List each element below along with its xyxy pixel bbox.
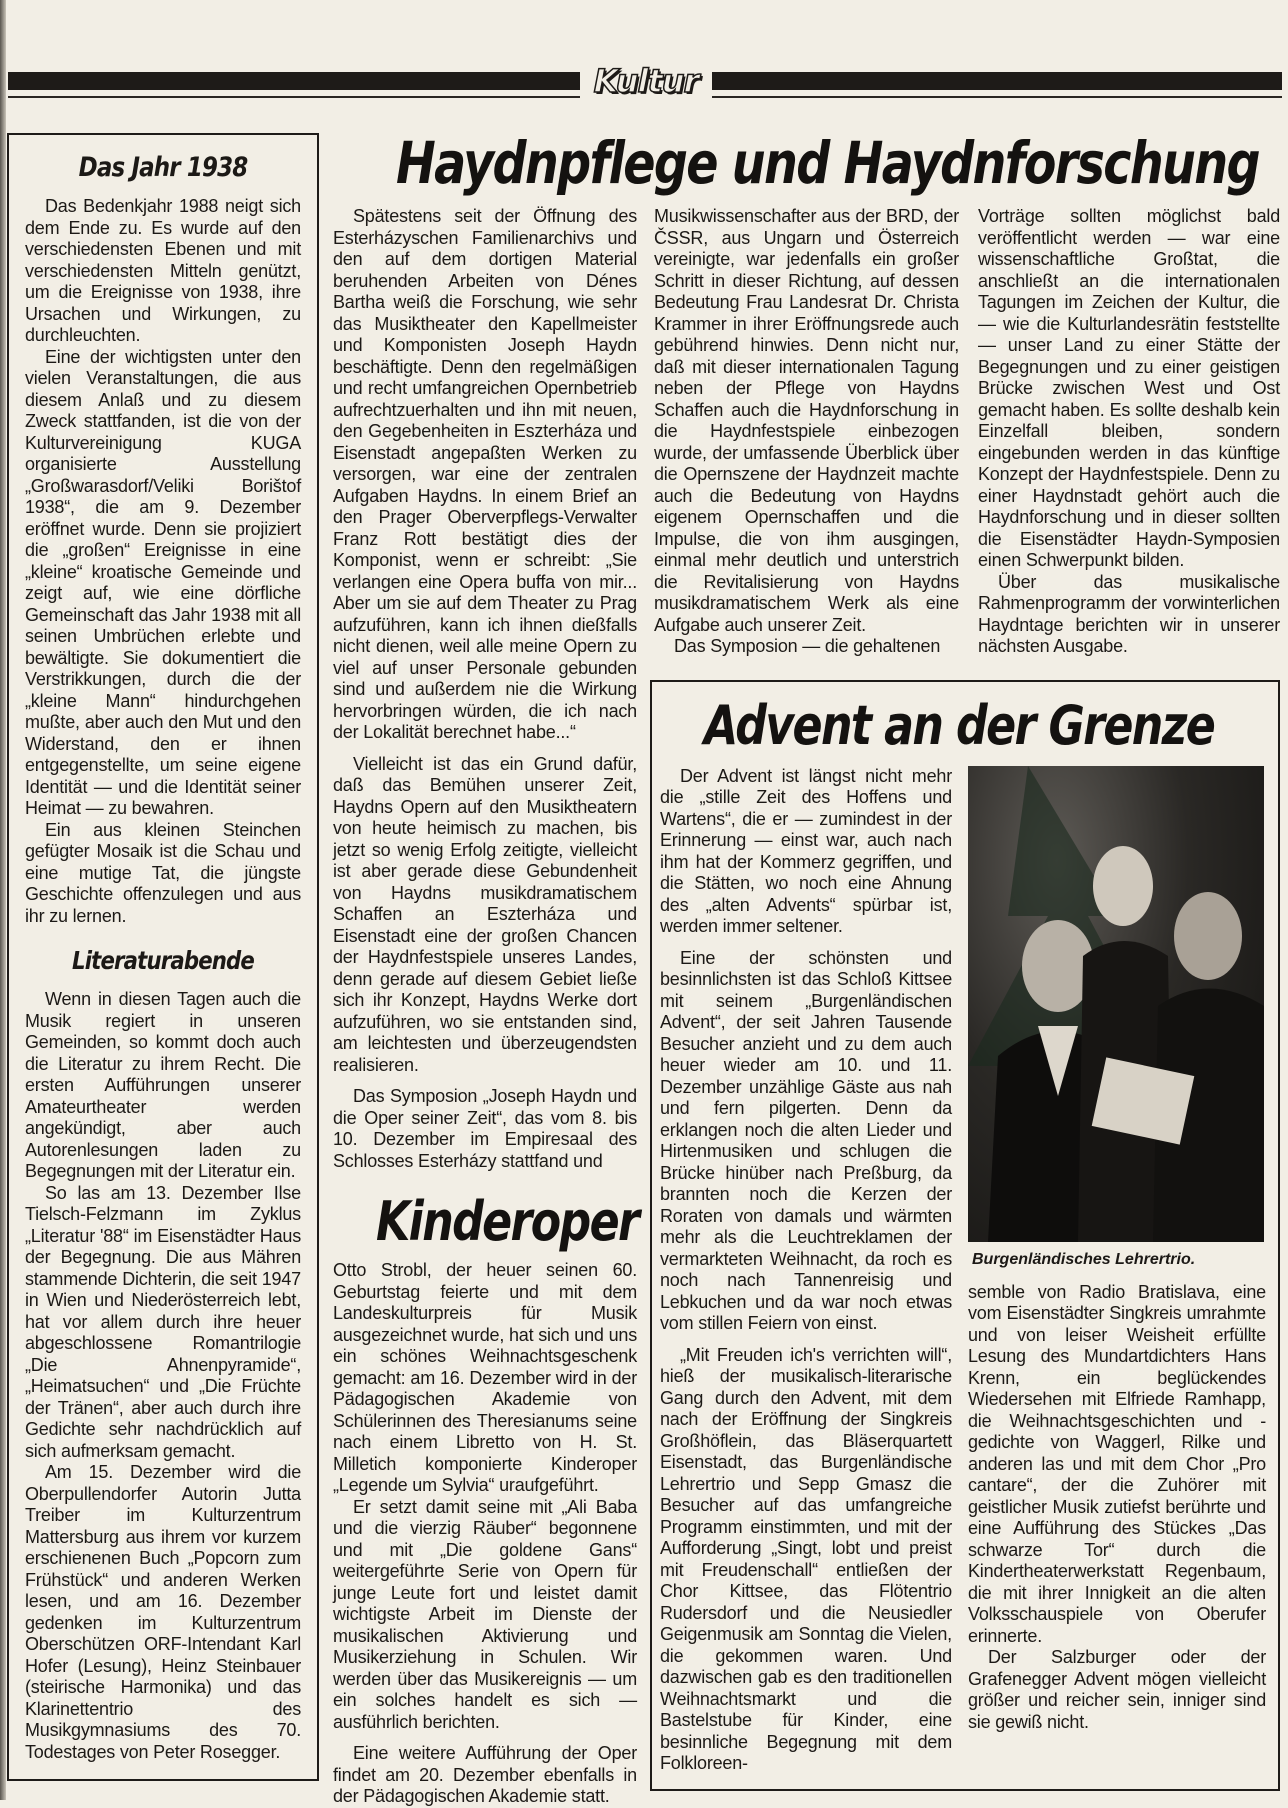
advent-columns	[660, 766, 1270, 1775]
paragraph: Das Symposion „Joseph Haydn und die Oper seiner Zeit“, das vom 8. bis 10. Dezember im Empiresaal des Schlosses Esterházy stattfand und	[333, 1086, 637, 1171]
middle-column	[333, 206, 637, 1808]
photo-caption: Burgenländisches Lehrertrio.	[972, 1250, 1196, 1268]
paragraph: semble von Radio Bratislava, eine vom Eisenstädter Singkreis umrahmte und von leiser Weisheit erfüllte Lesung des Mundartdichters Hans Krenn, ein beglückendes Wiedersehen mit Elfriede Ramhapp, die Weihnachtsgeschichten und -gedichte von Waggerl, Rilke und anderen las und mit dem Chor „Pro cantare“, der die Zuhörer mit geistlicher Musik zutiefst berührte und eine Aufführung des Stückes „Das schwarze Tor“ durch die Kindertheaterwerkstatt Regenbaum, die mit ihrer Innigkeit an die alten Volksschauspiele von Oberufer erinnerte.	[968, 1281, 1266, 1646]
haydn-column-2	[654, 206, 959, 658]
paragraph: Eine der wichtigsten unter den vielen Veranstaltungen, die aus diesem Anlaß und zu diesem Zweck stattfanden, ist die von der Kulturvereinigung KUGA organisierte Ausstellung „Großwarasdorf/Veliki Borištof 1938“, die am 9. Dezember eröffnet wurde. Denn sie projiziert die „großen“ Ereignisse in eine „kleine“ kroatische Gemeinde und zeigt auf, wie eine dörfliche Gemeinschaft das Jahr 1938 mit all seinen Umbrüchen erlebte und bewältigte. Sie dokumentiert die Verstrikkungen, durch die der „kleine Mann“ hindurchgehen mußte, aber auch den Mut und den Widerstand, den er ihnen entgegenstellte, um seine eigene Identität — und die Identität seiner Heimat — zu bewahren.	[25, 346, 301, 818]
haydn-column-1	[333, 206, 637, 1172]
paragraph: So las am 13. Dezember Ilse Tielsch-Felzmann im Zyklus „Literatur '88“ im Eisenstädter Haus der Begegnung. Die aus Mähren stammende Dichterin, die seit 1947 in Wien und Niederösterreich lebt, hat vor allem durch ihre heuer abgeschlossene Romantrilogie „Die Ahnenpyramide“, „Heimatsuchen“ und „Die Früchte der Tränen“, aber auch durch ihre Gedichte sehr nachdrücklich auf sich aufmerksam gemacht.	[25, 1182, 301, 1461]
kinderoper-article	[333, 1260, 637, 1808]
paragraph: Über das musikalische Rahmenprogramm der vorwinterlichen Haydntage berichten wir in unserer nächsten Ausgabe.	[978, 571, 1280, 656]
paragraph: Der Salzburger oder der Grafenegger Advent mögen vielleicht größer und reicher sein, inniger sind sie gewiß nicht.	[968, 1647, 1266, 1732]
paragraph: Eine weitere Aufführung der Oper findet am 20. Dezember ebenfalls in der Pädagogischen Akademie statt.	[333, 1743, 637, 1806]
advent-column-right	[968, 1282, 1266, 1734]
paragraph: Musikwissenschafter aus der BRD, der ČSSR, aus Ungarn und Österreich vereinigte, war jedenfalls ein großer Schritt in dieser Richtung, auf dessen Bedeutung Frau Landesrat Dr. Christa Krammer in ihrer Eröffnungsrede auch gebührend hinwies. Denn nicht nur, daß mit dieser internationalen Tagung neben der Pflege von Haydns Schaffen auch die Haydnforschung in die Haydnfestspiele einbezogen wurde, der umfassende Überblick über die Opernszene der Haydnzeit machte auch die Bedeutung von Haydns eigenem Opernschaffen und die Impulse, die von ihm ausgingen, einmal mehr deutlich und unterstrich die Revitalisierung von Haydns musikdramatischem Werk als eine Aufgabe auch unserer Zeit.	[654, 206, 959, 635]
haydn-column-3	[978, 206, 1280, 658]
main-area	[333, 128, 1280, 1808]
paragraph: Vielleicht ist das ein Grund dafür, daß das Bemühen unserer Zeit, Haydns Opern auf den Musiktheatern von heute heimisch zu machen, bis jetzt so wenig Erfolg zeitigte, vielleicht ist aber gerade diese Gebundenheit von Haydns musikdramatischem Schaffen an Eszterháza und Eisenstadt eine der großen Chancen der Haydnfestspiele unseres Landes, denn gerade auf diesem Gebiet ließe sich ihr Konzept, Haydns Werke dort aufzuführen, wo sie entstanden sind, am leichtesten und überzeugendsten realisieren.	[333, 753, 637, 1075]
paragraph: „Mit Freuden ich's verrichten will“, hieß der musikalisch-literarische Gang durch den Advent, mit dem nach der Eröffnung der Singkreis Großhöflein, das Bläserquartett Eisenstadt, das Burgenländische Lehrertrio und Sepp Gmasz die Besucher auf das umfangreiche Programm einstimmten, und mit der Aufforderung „Singt, lobt und preist mit Freudenschall“ entließen der Chor Kittsee, das Flötentrio Rudersdorf und die Neusiedler Geigenmusik am Sonntag die Vielen, die gekommen waren. Und dazwischen gab es den traditionellen Weihnachtsmarkt und die Bastelstube für Kinder, eine besinnliche Begegnung mit dem Folkloreen-	[660, 1344, 952, 1773]
header-rule-right	[712, 96, 1282, 98]
sidebar-title: Das Jahr 1938	[78, 152, 248, 183]
paragraph: Vorträge sollten möglichst bald veröffentlicht werden — war eine wissenschaftliche Großtat, die anschließt an die internationalen Tagungen im Zeichen der Kultur, die — wie die Kulturlandesrätin feststellte — unser Land zu einer Stätte der Begegnungen und zu einer geistigen Brücke zwischen West und Ost gemacht haben. Es sollte deshalb kein Einzelfall bleiben, sondern eingebunden werden in das künftige Konzept der Haydnfestspiele. Denn zu einer Haydnstadt gehört auch die Haydnforschung und in dieser sollten die Eisenstädter Haydn-Symposien einen Schwerpunkt bilden.	[978, 206, 1280, 570]
advent-box	[650, 680, 1280, 1791]
singers-illustration	[968, 766, 1264, 1242]
advent-headline: Advent an der Grenze	[704, 693, 1215, 757]
section-logo: Kultur	[593, 62, 699, 100]
paragraph: Am 15. Dezember wird die Oberpullendorfer Autorin Jutta Treiber im Kulturzentrum Mattersburg aus ihrem vor kurzem erschienenen Buch „Popcorn zum Frühstück“ und anderen Werken lesen, und am 16. Dezember gedenken im Kulturzentrum Oberschützen ORF-Intendant Karl Hofer (Lesung), Heinz Steinbauer (steirische Harmonika) und das Klarinettentrio des Musikgymnasiums des 70. Todestages von Peter Rosegger.	[25, 1462, 301, 1762]
paragraph: Er setzt damit seine mit „Ali Baba und die vierzig Räuber“ begonnene und mit „Die goldene Gans“ weitergeführte Serie von Opern für junge Leute fort und leistet damit wichtigste Arbeit im Dienste der musikalischen Aktivierung und Musikerziehung in Schulen. Wir werden über das Musikereignis — um ein solches handelt es sich — ausführlich berichten.	[333, 1496, 637, 1732]
sidebar-article	[7, 133, 319, 1781]
paragraph: Otto Strobl, der heuer seinen 60. Geburtstag feierte und mit dem Landeskulturpreis für Musik ausgezeichnet wurde, hat sich und uns ein schönes Weihnachtsgeschenk gemacht: am 16. Dezember wird in der Pädagogischen Akademie von Schülerinnen des Theresianums seine nach einem Libretto von H. St. Milletich komponierte Kinderoper „Legende um Sylvia“ uraufgeführt.	[333, 1260, 637, 1495]
paragraph: Ein aus kleinen Steinchen gefügter Mosaik ist die Schau und eine mutige Tat, die jüngste Geschichte offenzulegen und aus ihr zu lernen.	[25, 819, 301, 926]
kinderoper-headline: Kinderoper	[376, 1190, 639, 1253]
header-bar-left	[8, 72, 580, 90]
photo-lehrertrio	[968, 766, 1264, 1242]
paragraph: Wenn in diesen Tagen auch die Musik regiert in unseren Gemeinden, so kommt doch auch die Literatur zu ihrem Recht. Die ersten Aufführungen unserer Amateurtheater werden angekündigt, aber auch Autorenlesungen laden zu Begegnungen mit der Literatur ein.	[25, 989, 301, 1181]
haydn-right-columns	[654, 206, 1280, 658]
header-rule-left	[8, 96, 580, 98]
paragraph: Der Advent ist längst nicht mehr die „stille Zeit des Hoffens und Wartens“, die er — zumindest in der Erinnerung — einst war, auch nach ihm hat der Kommerz gegriffen, und die Stätten, wo noch eine Ahnung des „alten Advents“ spürbar ist, werden immer seltener.	[660, 765, 952, 936]
header-bar-right	[712, 72, 1282, 90]
right-area	[654, 206, 1280, 1791]
advent-right-area	[968, 766, 1266, 1734]
paragraph: Das Symposion — die gehaltenen	[674, 636, 941, 656]
haydn-headline: Haydnpflege und Haydnforschung	[396, 129, 1259, 197]
advent-column-left	[660, 766, 952, 1775]
paragraph: Das Bedenkjahr 1988 neigt sich dem Ende zu. Es wurde auf den verschiedensten Ebenen und mit verschiedensten Mitteln genützt, um die Ereignisse von 1938, ihre Ursachen und Wirkungen, zu durchleuchten.	[25, 196, 301, 345]
paragraph: Spätestens seit der Öffnung des Esterházyschen Familienarchivs und den auf dem dortigen Material beruhenden Arbeiten von Dénes Bartha weiß die Forschung, wie sehr das Musiktheater den Kapellmeister und Komponisten Joseph Haydn beschäftigte. Denn den regelmäßigen und recht umfangreichen Opernbetrieb aufrechtzuerhalten und ihn mit neuen, den Gegebenheiten in Eszterháza und Eisenstadt angepaßten Werken zu versorgen, war eine der zentralen Aufgaben Haydns. In einem Brief an den Prager Oberverpflegs-Verwalter Franz Rott bestätigt dies der Komponist, wenn er schreibt: „Sie verlangen eine Opera buffa von mir... Aber um sie auf dem Theater zu Prag aufzuführen, kann ich ihnen dießfalls nicht dienen, weil alle meine Opern zu viel auf unser Personale gebunden sind und außerdem nie die Wirkung hervorbringen würden, die ich nach der Lokalität berechnet habe...“	[333, 206, 637, 742]
scan-edge	[0, 0, 6, 1800]
paragraph: Eine der schönsten und besinnlichsten ist das Schloß Kittsee mit seinem „Burgenländischen Advent“, der seit Jahren Tausende Besucher anzieht und zu dem auch heuer wieder am 10. und 11. Dezember unzählige Gäste aus nah und fern pilgerten. Denn da erklangen noch die alten Lieder und Hirtenmusiken und schlugen die Brücke hinüber nach Preßburg, da brannten noch die Kerzen der Roraten von damals und wärmten mehr als die Leuchtreklamen der vermarkteten Weihnacht, da roch es noch nach Tannenreisig und Lebkuchen und da war noch etwas vom stillen Feiern von einst.	[660, 947, 952, 1333]
main-columns	[333, 206, 1280, 1808]
sidebar-subheading: Literaturabende	[72, 946, 254, 975]
